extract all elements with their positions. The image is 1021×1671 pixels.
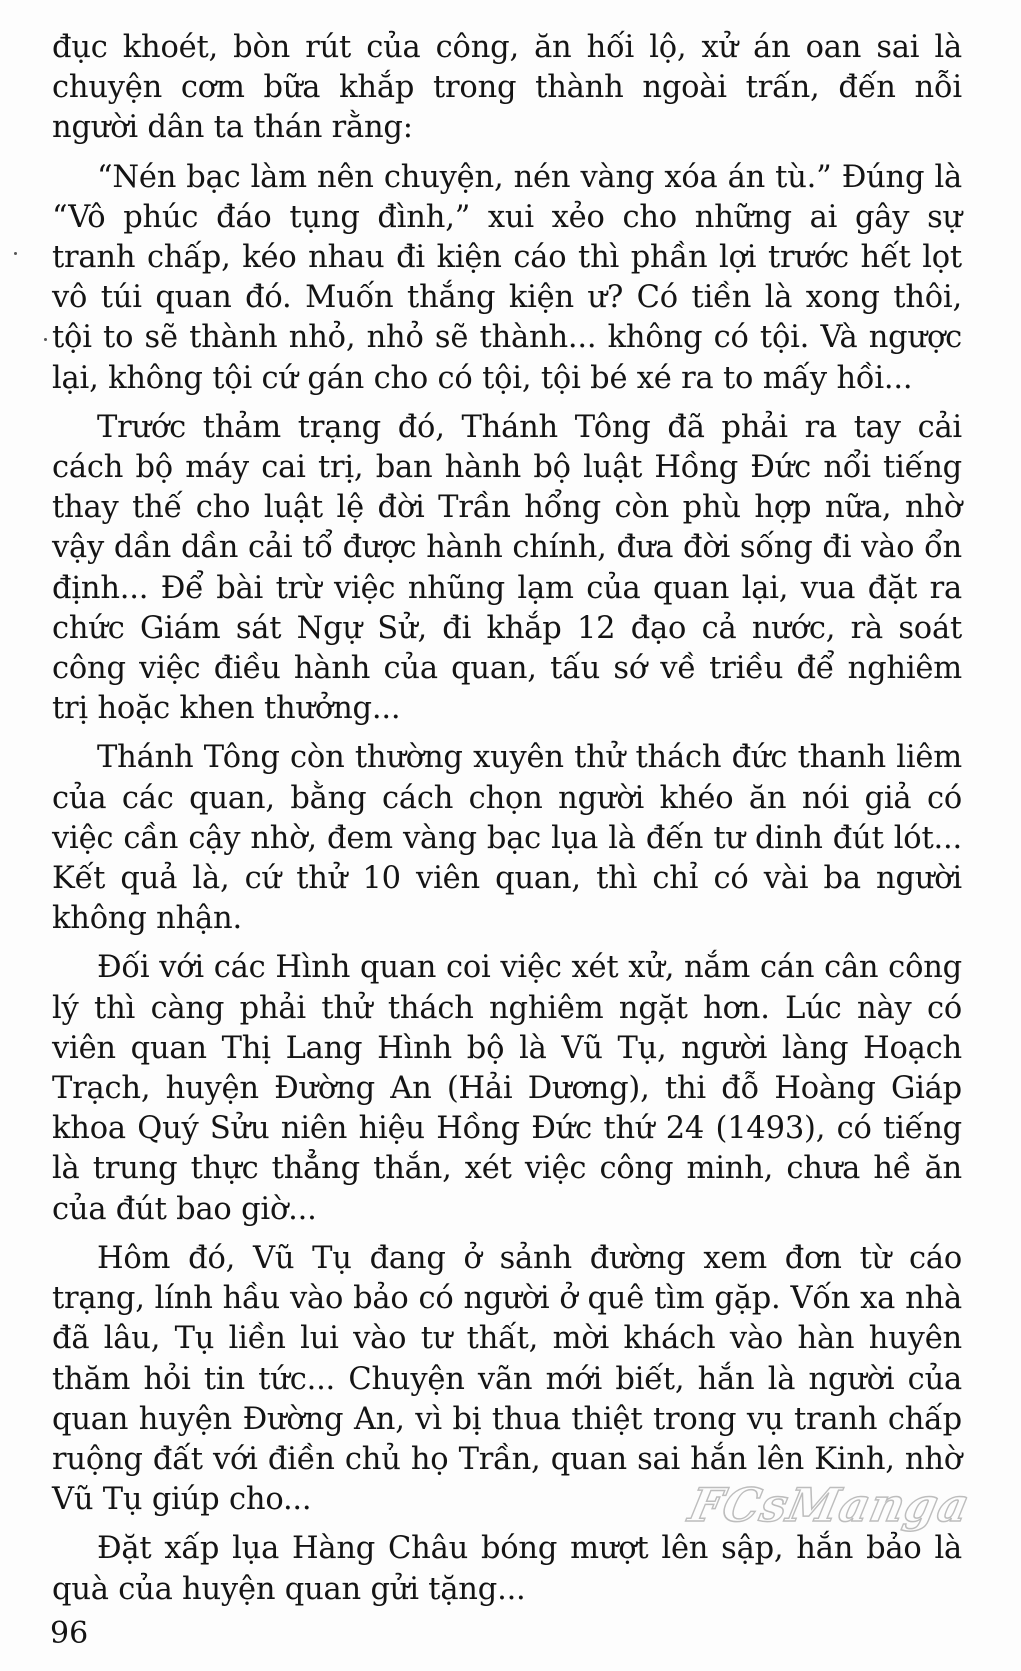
scan-speck [44, 338, 47, 341]
paragraph-1: đục khoét, bòn rút của công, ăn hối lộ, xử án oan sai là chuyện cơm bữa khắp trong thành ngoài trấn, đến nỗi người dân ta thán rằng: [52, 30, 962, 146]
paragraph-7: Đặt xấp lụa Hàng Châu bóng mượt lên sập, hắn bảo là quà của huyện quan gửi tặng... [52, 1531, 962, 1607]
scan-speck [14, 252, 17, 255]
watermark-text: FCsManga [684, 1478, 976, 1532]
paragraph-2: “Nén bạc làm nên chuyện, nén vàng xóa án tù.” Đúng là “Vô phúc đáo tụng đình,” xui xẻo cho những ai gây sự tranh chấp, kéo nhau đi kiện cáo thì phần lợi trước hết lọt vô túi quan đó. Muốn thắng kiện ư? Có tiền là xong thôi, tội to sẽ thành nhỏ, nhỏ sẽ thành... không có tội. Và ngược lại, không tội cứ gán cho có tội, tội bé xé ra to mấy hồi... [52, 159, 962, 396]
paragraph-3: Trước thảm trạng đó, Thánh Tông đã phải ra tay cải cách bộ máy cai trị, ban hành bộ luật Hồng Đức nổi tiếng thay thế cho luật lệ đời Trần hổng còn phù hợp nữa, nhờ vậy dần dần cải tổ được hành chính, đưa đời sống đi vào ổn định... Để bài trừ việc nhũng lạm của quan lại, vua đặt ra chức Giám sát Ngự Sử, đi khắp 12 đạo cả nước, rà soát công việc điều hành của quan, tấu sớ về triều để nghiêm trị hoặc khen thưởng... [52, 409, 962, 727]
watermark-logo [684, 1478, 990, 1558]
paragraph-4: Thánh Tông còn thường xuyên thử thách đức thanh liêm của các quan, bằng cách chọn người khéo ăn nói giả có việc cần cậy nhờ, đem vàng bạc lụa là đến tư dinh đút lót... Kết quả là, cứ thử 10 viên quan, thì chỉ có vài ba người không nhận. [52, 740, 962, 937]
body-text [52, 28, 962, 1619]
paragraph-5: Đối với các Hình quan coi việc xét xử, nắm cán cân công lý thì càng phải thử thách nghiêm ngặt hơn. Lúc này có viên quan Thị Lang Hình bộ là Vũ Tụ, người làng Hoạch Trạch, huyện Đường An (Hải Dương), thi đỗ Hoàng Giáp khoa Quý Sửu niên hiệu Hồng Đức thứ 24 (1493), có tiếng là trung thực thẳng thắn, xét việc công minh, chưa hề ăn của đút bao giờ... [52, 950, 962, 1227]
page-number: 96 [50, 1616, 89, 1651]
paragraph-6: Hôm đó, Vũ Tụ đang ở sảnh đường xem đơn từ cáo trạng, lính hầu vào bảo có người ở quê tìm gặp. Vốn xa nhà đã lâu, Tụ liền lui vào tư thất, mời khách vào hàn huyên thăm hỏi tin tức... Chuyện vãn mới biết, hắn là người của quan huyện Đường An, vì bị thua thiệt trong vụ tranh chấp ruộng đất với điền chủ họ Trần, quan sai hắn lên Kinh, nhờ Vũ Tụ giúp cho... [52, 1240, 962, 1518]
